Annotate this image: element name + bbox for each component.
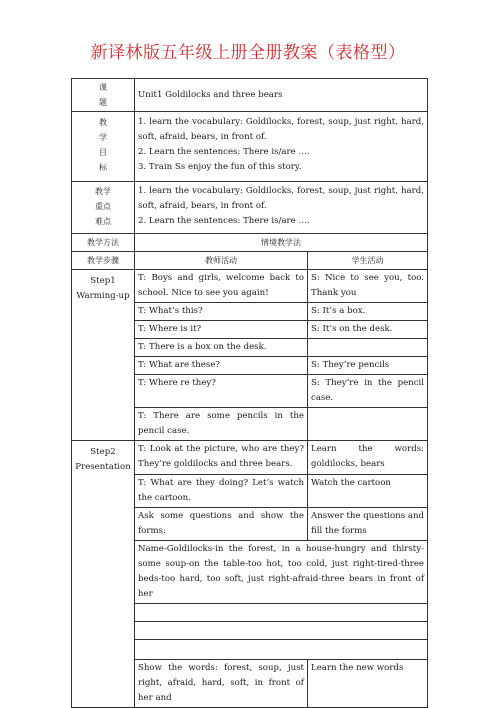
lesson-plan-table [71,78,428,708]
student-activity [308,339,428,357]
method-value: 情境教学法 [135,234,428,252]
key-points-content [135,182,428,234]
teacher-activity: T: There is a box on the desk. [135,339,308,357]
topic-value: Unit1 Goldilocks and three bears [135,79,428,112]
teacher-activity-header: 教师活动 [135,252,308,270]
key-point-line: 1. learn the vocabulary: Goldilocks, forest, soup, just right, hard, soft, afraid, bears, in front of. [138,186,425,211]
document-title: 新译林版五年级上册全册教案（表格型） [90,43,406,63]
empty-cell [135,604,428,622]
teacher-activity: T: There are some pencils in the pencil case. [135,408,308,441]
objectives-label: 教 学 目 标 [72,112,135,182]
teacher-activity: T: What’s this? [135,303,308,321]
objective-line: 2. Learn the sentences: There is/are …. [138,147,310,157]
teacher-activity: T: What are they doing? Let’s watch the cartoon. [135,475,308,508]
teacher-activity: T: Where is it? [135,321,308,339]
empty-cell [135,622,428,640]
key-points-row [72,182,428,234]
student-activity: Watch the cartoon [308,475,428,508]
empty-cell [135,640,428,660]
key-points-label: 教学 重点 难点 [72,182,135,234]
student-activity: Learn the words: goldilocks, bears [308,441,428,475]
objective-line: 1. learn the vocabulary: Goldilocks, forest, soup, just right, hard, soft, afraid, bears, in front of. [138,117,425,142]
teacher-activity: T: Look at the picture, who are they? They’re goldilocks and three bears. [135,441,308,475]
step2-row [72,441,428,475]
student-activity: Learn the new words [308,660,428,708]
student-activity: S: It’s on the desk. [308,321,428,339]
teacher-activity: T: Where re they? [135,375,308,408]
student-activity: S: Nice to see you, too. Thank you [308,270,428,303]
story-chain: Name-Goldilocks-in the forest, in a house-hungry and thirsty-some soup-on the table-too hot, too cold, just right-tired-three beds-too hard, too soft, just right-afraid-three bears in front of her [135,541,428,604]
student-activity [308,408,428,441]
teacher-activity: T: What are these? [135,357,308,375]
student-activity: S: They’re pencils [308,357,428,375]
student-activity: S: It’s a box. [308,303,428,321]
objectives-row [72,112,428,182]
student-activity-header: 学生活动 [308,252,428,270]
teacher-activity: Show the words: forest, soup, just right, afraid, hard, soft, in front of her and [135,660,308,708]
student-activity: Answer the questions and fill the forms [308,508,428,541]
step2-label: Step2 Presentation [72,441,135,708]
step1-row [72,270,428,303]
objectives-content [135,112,428,182]
teacher-activity: T: Boys and girls, welcome back to school. Nice to see you again! [135,270,308,303]
teacher-activity: Ask some questions and show the forms: [135,508,308,541]
step1-label: Step1 Warming-up [72,270,135,441]
steps-header-row [72,252,428,270]
method-row [72,234,428,252]
student-activity: S: They’re in the pencil case. [308,375,428,408]
method-label: 教学方法 [72,234,135,252]
topic-label: 课 题 [72,79,135,112]
steps-header-label: 教学步骤 [72,252,135,270]
key-point-line: 2. Learn the sentences: There is/are …. [138,216,310,226]
objective-line: 3. Train Ss enjoy the fun of this story. [138,162,302,172]
topic-row [72,79,428,112]
